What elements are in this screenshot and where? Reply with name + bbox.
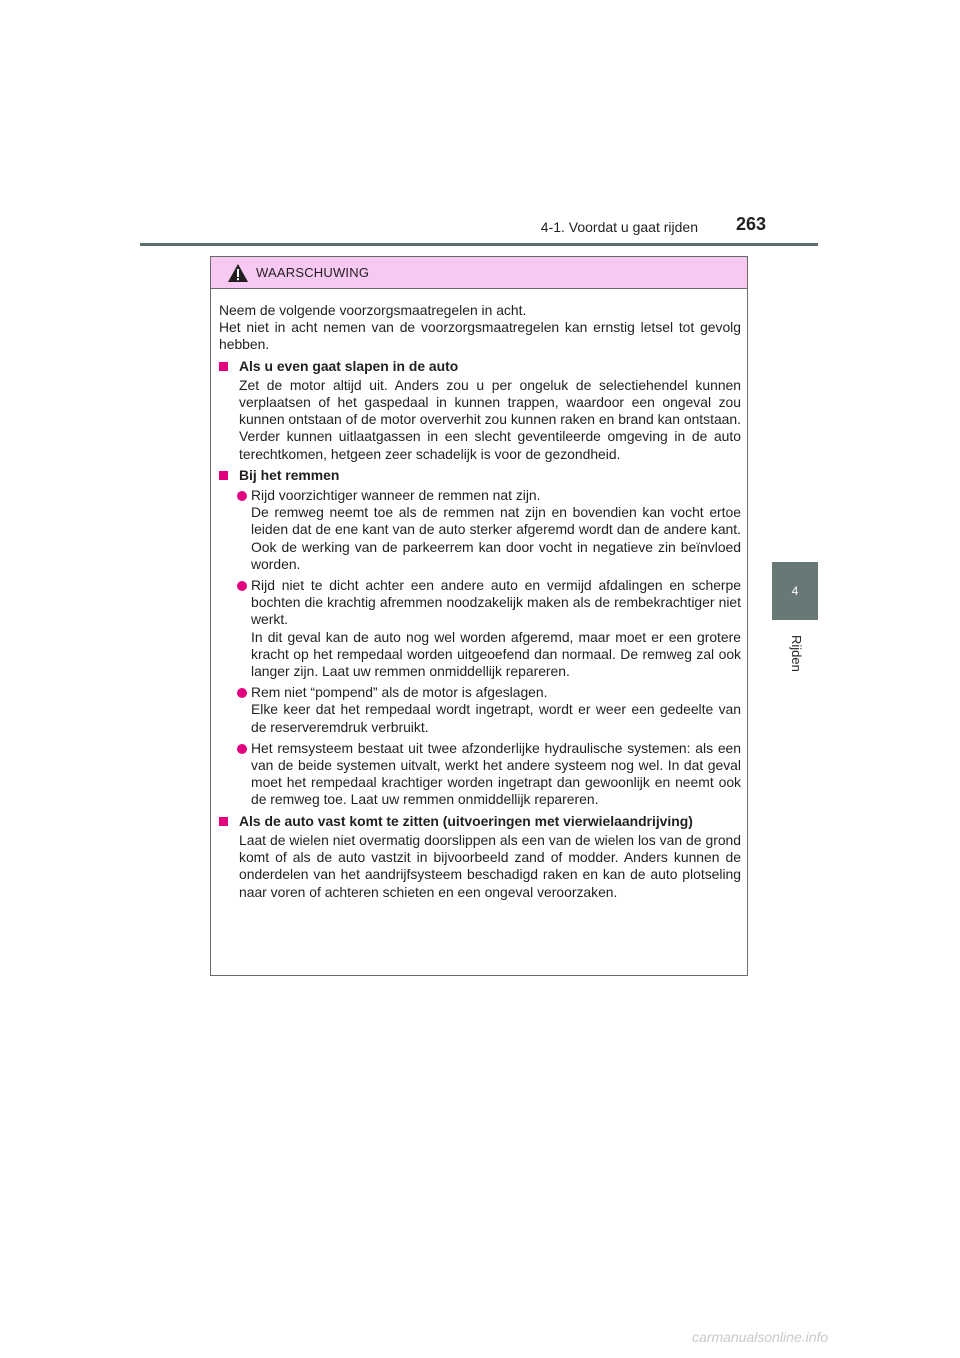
watermark: carmanualsonline.info [692,1329,829,1345]
bullet-line: Het remsysteem bestaat uit twee afzonderlijke hydraulische systemen: als een van de beide systemen uitvalt, werkt het andere systeem nog wel. In dat geval moet het rempedaal krachtiger worden ingetrapt dan gewoonlijk en neemt ook de remweg toe. Laat uw remmen onmiddellijk repareren. [251,739,741,808]
warning-header [211,257,747,289]
bullet-line: Rijd niet te dicht achter een andere auto en vermijd afdalingen en scherpe bochten die krachtig afremmen noodzakelijk maken als de rembekrachtiger niet werkt. [251,577,741,628]
bullet-item [219,684,741,736]
square-bullet-icon [219,817,228,826]
section-heading [219,358,741,375]
section-heading [219,467,741,484]
round-bullet-icon [237,491,247,501]
page-number: 263 [736,214,767,234]
intro-line: Neem de volgende voorzorgsmaatregelen in acht. [219,302,527,318]
section-title: 4-1. Voordat u gaat rijden [540,219,698,235]
round-bullet-icon [237,744,247,754]
section-heading-text: Als de auto vast komt te zitten (uitvoeringen met vierwielaandrijving) [239,812,693,829]
warning-title: WAARSCHUWING [256,265,370,280]
bullet-line: Rijd voorzichtiger wanneer de remmen nat zijn. [251,487,541,504]
bullet-item [219,577,741,680]
bullet-item [219,487,741,573]
bullet-line: In dit geval kan de auto nog wel worden afgeremd, maar moet er een grotere kracht op het rempedaal worden uitgeoefend dan normaal. De remweg zal ook langer zijn. Laat uw remmen onmiddellijk repareren. [251,628,741,680]
header-divider [140,243,818,246]
warning-body [211,289,747,901]
warning-intro [219,302,741,354]
square-bullet-icon [219,362,228,371]
section-heading-text: Als u even gaat slapen in de auto [239,357,459,374]
section-heading [219,813,741,830]
section-text: Zet de motor altijd uit. Anders zou u per ongeluk de selectiehendel kunnen verplaatsen of het gaspedaal in kunnen trappen, waardoor een ongeval zou kunnen ontstaan of de motor oververhit zou kunnen raken en brand kan ontstaan. Verder kunnen uitlaatgassen in een slecht geventileerde omgeving in de auto terechtkomen, hetgeen zeer schadelijk is voor de gezondheid. [239,376,741,462]
warning-triangle-icon [227,263,249,283]
bullet-line: Elke keer dat het rempedaal wordt ingetrapt, wordt er weer een gedeelte van de reserveremdruk verbruikt. [251,701,741,735]
chapter-tab: 4 [772,562,818,620]
round-bullet-icon [237,688,247,698]
section-heading-text: Bij het remmen [239,466,340,483]
intro-line: Het niet in acht nemen van de voorzorgsmaatregelen kan ernstig letsel tot gevolg hebben. [219,319,741,353]
round-bullet-icon [237,581,247,591]
chapter-label: Rijden [789,634,804,672]
square-bullet-icon [219,471,228,480]
warning-box [210,256,748,976]
section-text: Laat de wielen niet overmatig doorslippen als een van de wielen los van de grond komt of als de auto vastzit in bijvoorbeeld zand of modder. Anders kunnen de onderdelen van het aandrijfsysteem beschadigd raken en kan de auto plotseling naar voren of achteren schieten en een ongeval veroorzaken. [239,831,741,900]
bullet-line: De remweg neemt toe als de remmen nat zijn en bovendien kan vocht ertoe leiden dat de ene kant van de auto sterker afgeremd wordt dan de andere kant. Ook de werking van de parkeerrem kan door vocht in negatieve zin beïnvloed worden. [251,504,741,572]
bullet-item [219,740,741,809]
bullet-line: Rem niet “pompend” als de motor is afgeslagen. [251,684,548,701]
